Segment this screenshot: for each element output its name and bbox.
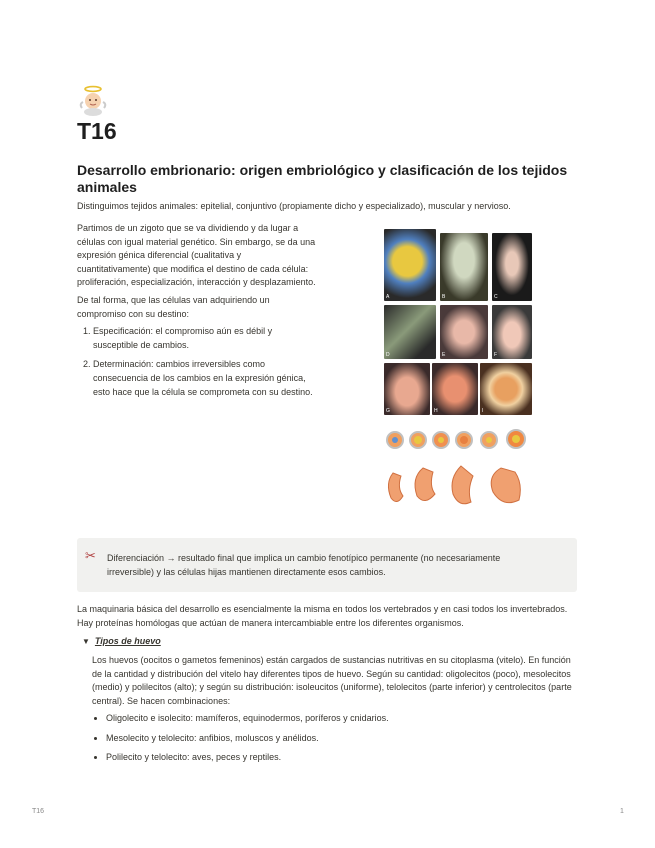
intro-paragraph: Distinguimos tejidos animales: epitelial, conjuntivo (propiamente dicho y especializado), muscular y nervioso. — [77, 201, 511, 211]
list-item: 2. Determinación: cambios irreversibles como consecuencia de los cambios en la expresión génica, esto hace que la célula se comprometa con su destino. — [93, 358, 317, 399]
page-title: T16 — [77, 118, 117, 144]
embryo-stages-diagram — [383, 428, 533, 518]
embryo-photo: E — [440, 305, 488, 359]
embryo-photo: H — [432, 363, 478, 415]
callout-box — [77, 538, 577, 592]
footer-page-number: 1 — [620, 808, 624, 815]
toggle-content — [92, 654, 572, 771]
cleavage-stages — [387, 430, 525, 448]
embryo-drawings — [388, 466, 520, 504]
footer-title: T16 — [32, 808, 45, 815]
embryo-photo: I — [480, 363, 532, 415]
paragraph-maquinaria: La maquinaria básica del desarrollo es esencialmente la misma en todos los vertebrados y en casi todos los invertebrados. Hay proteínas homólogas que actúan de manera intercambiable entre los diferentes organismos. — [77, 604, 568, 628]
embryo-photo: D — [384, 305, 436, 359]
toggle-label[interactable]: Tipos de huevo — [94, 636, 161, 646]
baby-angel-icon — [77, 84, 109, 116]
left-column — [77, 222, 317, 405]
callout-text: Diferenciación → resultado final que implica un cambio fenotípico permanente (no necesariamente irreversible) y las células hijas mantienen directamente esos cambios. — [107, 553, 501, 577]
embryo-photo: F — [492, 305, 532, 359]
toggle-tipos-de-huevo[interactable] — [82, 636, 161, 646]
list-item: • Mesolecito y telolecito: anfibios, moluscos y anélidos. — [106, 732, 572, 746]
embryo-photo: G — [384, 363, 430, 415]
egg-types-list — [92, 712, 572, 765]
commitment-list — [77, 325, 317, 399]
paragraph-zigoto: Partimos de un zigoto que se va dividiendo y da lugar a células con igual material genético. Sin embargo, se da una expresión génica diferencial (cualitativa y cuantitativamente) que modifica el destino de cada célula: proliferación, especialización, interacción y desplazamiento. — [77, 223, 316, 288]
embryo-photo: C — [492, 233, 532, 301]
list-item: • Polilecito y telolecito: aves, peces y reptiles. — [106, 751, 572, 765]
section-heading: Desarrollo embrionario: origen embriológico y clasificación de los tejidos animales — [77, 162, 568, 195]
list-item: • Oligolecito e isolecito: mamíferos, equinodermos, poríferos y cnidarios. — [106, 712, 572, 726]
paragraph-compromiso: De tal forma, que las células van adquiriendo un compromiso con su destino: — [77, 294, 270, 319]
scissors-icon: ✂ — [85, 548, 96, 563]
toggle-arrow-icon[interactable]: ▼ — [82, 637, 90, 646]
embryo-photo: B — [440, 233, 488, 301]
embryo-photo: A — [384, 229, 436, 301]
toggle-paragraph: Los huevos (oocitos o gametos femeninos) están cargados de sustancias nutritivas en su citoplasma (vitelo). En función de la cantidad y distribución del vitelo hay diferentes tipos de huevo. Según su cantidad: oligolecitos (poco), mesolecitos (medio) y polilecitos (alto); y según su distribución: isoleucitos (uniforme), telolecitos (parte inferior) y centrolecitos (parte central). Se hacen combinaciones: — [92, 655, 572, 706]
list-item: 1. Especificación: el compromiso aún es débil y susceptible de cambios. — [93, 325, 317, 352]
